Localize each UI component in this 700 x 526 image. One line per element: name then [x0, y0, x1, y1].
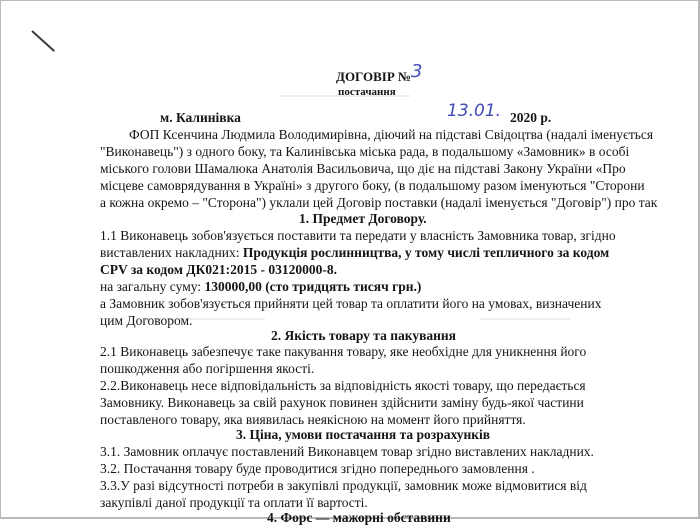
section-1-line: 1.1 Виконавець зобов'язується поставити та передати у власність Замовника товар, згідно	[100, 228, 616, 243]
cpv-code: CPV за кодом ДК021:2015 - 03120000-8.	[100, 262, 337, 277]
section-3-line: 3.1. Замовник оплачує поставлений Виконавцем товар згідно виставлених накладних.	[100, 444, 594, 459]
section-2-line: 2.2.Виконавець несе відповідальність за відповідність якості товару, що передається	[100, 378, 586, 393]
section-2-line: поставленого товару, яка виявилась неякісною на момент його прийняття.	[100, 412, 526, 427]
preamble-line: міського голови Шамалюка Анатолія Васильовича, що діє на підставі Закону України «Про	[100, 161, 626, 176]
product-name: Продукція рослинництва, у тому числі тепличного за кодом	[242, 245, 610, 260]
section-2-heading: 2. Якість товару та пакування	[271, 328, 456, 343]
show-through	[480, 318, 570, 320]
contract-sum: 130000,00 (сто тридцять тисяч грн.)	[204, 279, 422, 294]
document-subtitle: постачання	[338, 86, 396, 98]
section-2-line: 2.1 Виконавець забезпечує таке пакування товару, яке необхідне для уникнення його	[100, 344, 587, 359]
preamble-line: а кожна окремо – "Сторона") уклали цей Договір поставки (надалі іменується "Договір") про так	[100, 195, 658, 210]
section-1-line: а Замовник зобов'язується прийняти цей товар та оплатити його на умовах, визначених	[100, 296, 602, 311]
section-3-heading: 3. Ціна, умови постачання та розрахунків	[236, 427, 491, 442]
section-2-line: Замовнику. Виконавець за свій рахунок повинен здійснити заміну будь-якої частини	[100, 395, 584, 410]
line-text: на загальну суму:	[100, 279, 205, 294]
line-text: виставлених накладних:	[100, 245, 243, 260]
preamble-line: ФОП Ксенчина Людмила Володимирівна, діючий на підставі Свідоцтва (надалі іменується	[129, 127, 654, 142]
section-1-heading: 1. Предмет Договору.	[299, 211, 427, 226]
section-2-line: пошкодження або погіршення якості.	[100, 361, 315, 376]
preamble-line: місцеве самоврядування в Україні» з другого боку, (в подальшому разом іменуються "Сторони	[100, 178, 645, 193]
date-handwritten: 13.01.	[447, 101, 502, 121]
city-name: м. Калинівка	[160, 110, 241, 125]
section-3-line: 3.3.У разі відсутності потреби в закупівлі продукції, замовник може відмовитися від	[100, 478, 587, 493]
section-1-line: цим Договором.	[100, 313, 193, 328]
section-4-heading: 4. Форс — мажорні обставини	[267, 510, 451, 525]
preamble-line: "Виконавець") з одного боку, та Калинівська міська рада, в подальшому «Замовник» в особі	[100, 144, 630, 159]
contract-year: 2020 р.	[510, 110, 552, 125]
contract-sum-line	[100, 278, 421, 295]
section-3-line: закупівлі даної продукції та оплати її вартості.	[100, 495, 368, 510]
section-1-line	[100, 244, 609, 261]
section-3-line: 3.2. Постачання товару буде проводитися згідно попереднього замовлення .	[100, 461, 535, 476]
document-title: ДОГОВІР №	[336, 69, 412, 84]
contract-number-handwritten: 3	[411, 61, 423, 82]
